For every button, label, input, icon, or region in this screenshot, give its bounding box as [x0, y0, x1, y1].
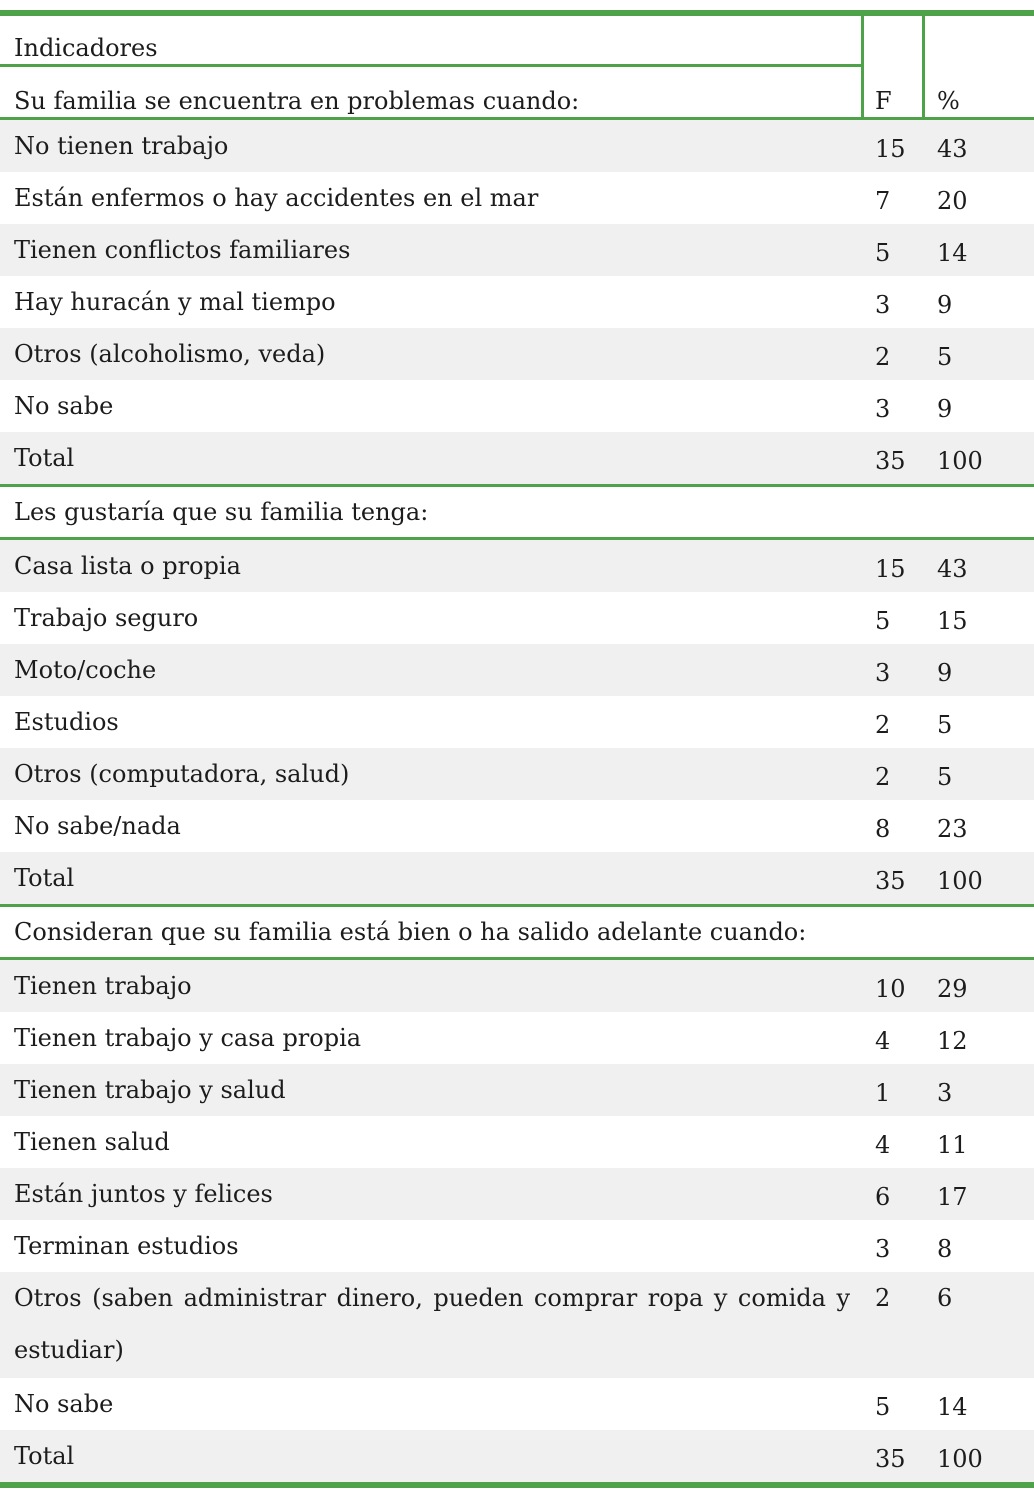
row-pct: 9: [937, 659, 953, 687]
row-label: Tienen trabajo: [14, 972, 192, 1000]
table-row: [0, 1168, 1034, 1220]
table-row: [0, 960, 1034, 1012]
row-f: 4: [875, 1027, 891, 1055]
total-row: [0, 1430, 1034, 1482]
row-pct: 100: [937, 867, 983, 895]
row-f: 3: [875, 395, 891, 423]
row-f: 2: [875, 1284, 891, 1312]
top-rule: [0, 10, 1034, 16]
row-label: Estudios: [14, 708, 119, 736]
row-pct: 11: [937, 1131, 968, 1159]
row-f: 8: [875, 815, 891, 843]
row-label: Tienen trabajo y salud: [14, 1076, 286, 1104]
row-pct: 15: [937, 607, 968, 635]
bottom-rule: [0, 1482, 1034, 1488]
row-label: No tienen trabajo: [14, 132, 229, 160]
table-row: [0, 800, 1034, 852]
row-label: Total: [14, 864, 75, 892]
row-f: 2: [875, 343, 891, 371]
row-label: Moto/coche: [14, 656, 157, 684]
row-pct: 20: [937, 187, 968, 215]
row-label: Tienen salud: [14, 1128, 170, 1156]
row-pct: 14: [937, 239, 968, 267]
table-row: [0, 748, 1034, 800]
table-row: [0, 328, 1034, 380]
row-f: 6: [875, 1183, 891, 1211]
row-f: 15: [875, 555, 906, 583]
table-row: [0, 644, 1034, 696]
table-row: [0, 380, 1034, 432]
row-label: Otros (computadora, salud): [14, 760, 350, 788]
row-pct: 14: [937, 1393, 968, 1421]
row-label: No sabe: [14, 1390, 114, 1418]
row-pct: 17: [937, 1183, 968, 1211]
row-pct: 9: [937, 395, 953, 423]
table-row: [0, 1220, 1034, 1272]
table-row: [0, 540, 1034, 592]
row-pct: 43: [937, 135, 968, 163]
row-f: 7: [875, 187, 891, 215]
row-label: Tienen trabajo y casa propia: [14, 1024, 362, 1052]
section-title-row: [0, 487, 1034, 537]
table-row: [0, 696, 1034, 748]
row-f: 5: [875, 607, 891, 635]
row-pct: 43: [937, 555, 968, 583]
header-indicators: Indicadores: [14, 34, 158, 62]
row-f: 15: [875, 135, 906, 163]
row-f: 3: [875, 1235, 891, 1263]
row-f: 35: [875, 447, 906, 475]
row-label: Total: [14, 444, 75, 472]
section-title: Consideran que su familia está bien o ha salido adelante cuando:: [14, 918, 807, 946]
row-pct: 12: [937, 1027, 968, 1055]
table-row: [0, 1378, 1034, 1430]
table-row: [0, 1116, 1034, 1168]
total-row: [0, 432, 1034, 484]
table-row: [0, 224, 1034, 276]
row-label: Total: [14, 1442, 75, 1470]
row-f: 2: [875, 711, 891, 739]
row-f: 5: [875, 1393, 891, 1421]
row-pct: 23: [937, 815, 968, 843]
row-label: Trabajo seguro: [14, 604, 199, 632]
header-f: F: [875, 87, 892, 115]
row-pct: 8: [937, 1235, 953, 1263]
row-f: 35: [875, 867, 906, 895]
table-row: [0, 1272, 1034, 1378]
table-row: [0, 592, 1034, 644]
row-pct: 6: [937, 1284, 953, 1312]
row-pct: 5: [937, 711, 953, 739]
row-f: 1: [875, 1079, 891, 1107]
row-f: 10: [875, 975, 906, 1003]
row-label: Están juntos y felices: [14, 1180, 273, 1208]
header-question: Su familia se encuentra en problemas cuando:: [14, 87, 580, 115]
row-f: 35: [875, 1445, 906, 1473]
row-pct: 100: [937, 1445, 983, 1473]
row-label: Otros (saben administrar dinero, pueden comprar ropa y comida y estudiar): [14, 1284, 850, 1364]
row-pct: 100: [937, 447, 983, 475]
header-divider-pct: [922, 16, 925, 118]
row-label: Están enfermos o hay accidentes en el mar: [14, 184, 539, 212]
table-row: [0, 1064, 1034, 1116]
row-pct: 9: [937, 291, 953, 319]
section-title-row: [0, 907, 1034, 957]
row-pct: 29: [937, 975, 968, 1003]
row-f: 3: [875, 659, 891, 687]
header-pct: %: [937, 87, 960, 115]
row-label: Otros (alcoholismo, veda): [14, 340, 326, 368]
row-label: No sabe: [14, 392, 114, 420]
section-title: Les gustaría que su familia tenga:: [14, 498, 429, 526]
row-label: Tienen conflictos familiares: [14, 236, 351, 264]
row-label: Casa lista o propia: [14, 552, 241, 580]
row-label: No sabe/nada: [14, 812, 181, 840]
total-row: [0, 852, 1034, 904]
row-pct: 5: [937, 343, 953, 371]
row-f: 5: [875, 239, 891, 267]
table-row: [0, 276, 1034, 328]
row-f: 3: [875, 291, 891, 319]
row-label: Hay huracán y mal tiempo: [14, 288, 336, 316]
table-row: [0, 120, 1034, 172]
row-pct: 5: [937, 763, 953, 791]
table-row: [0, 172, 1034, 224]
header-divider-f: [861, 16, 864, 118]
row-pct: 3: [937, 1079, 953, 1107]
row-f: 2: [875, 763, 891, 791]
table-row: [0, 1012, 1034, 1064]
row-label: Terminan estudios: [14, 1232, 239, 1260]
row-f: 4: [875, 1131, 891, 1159]
